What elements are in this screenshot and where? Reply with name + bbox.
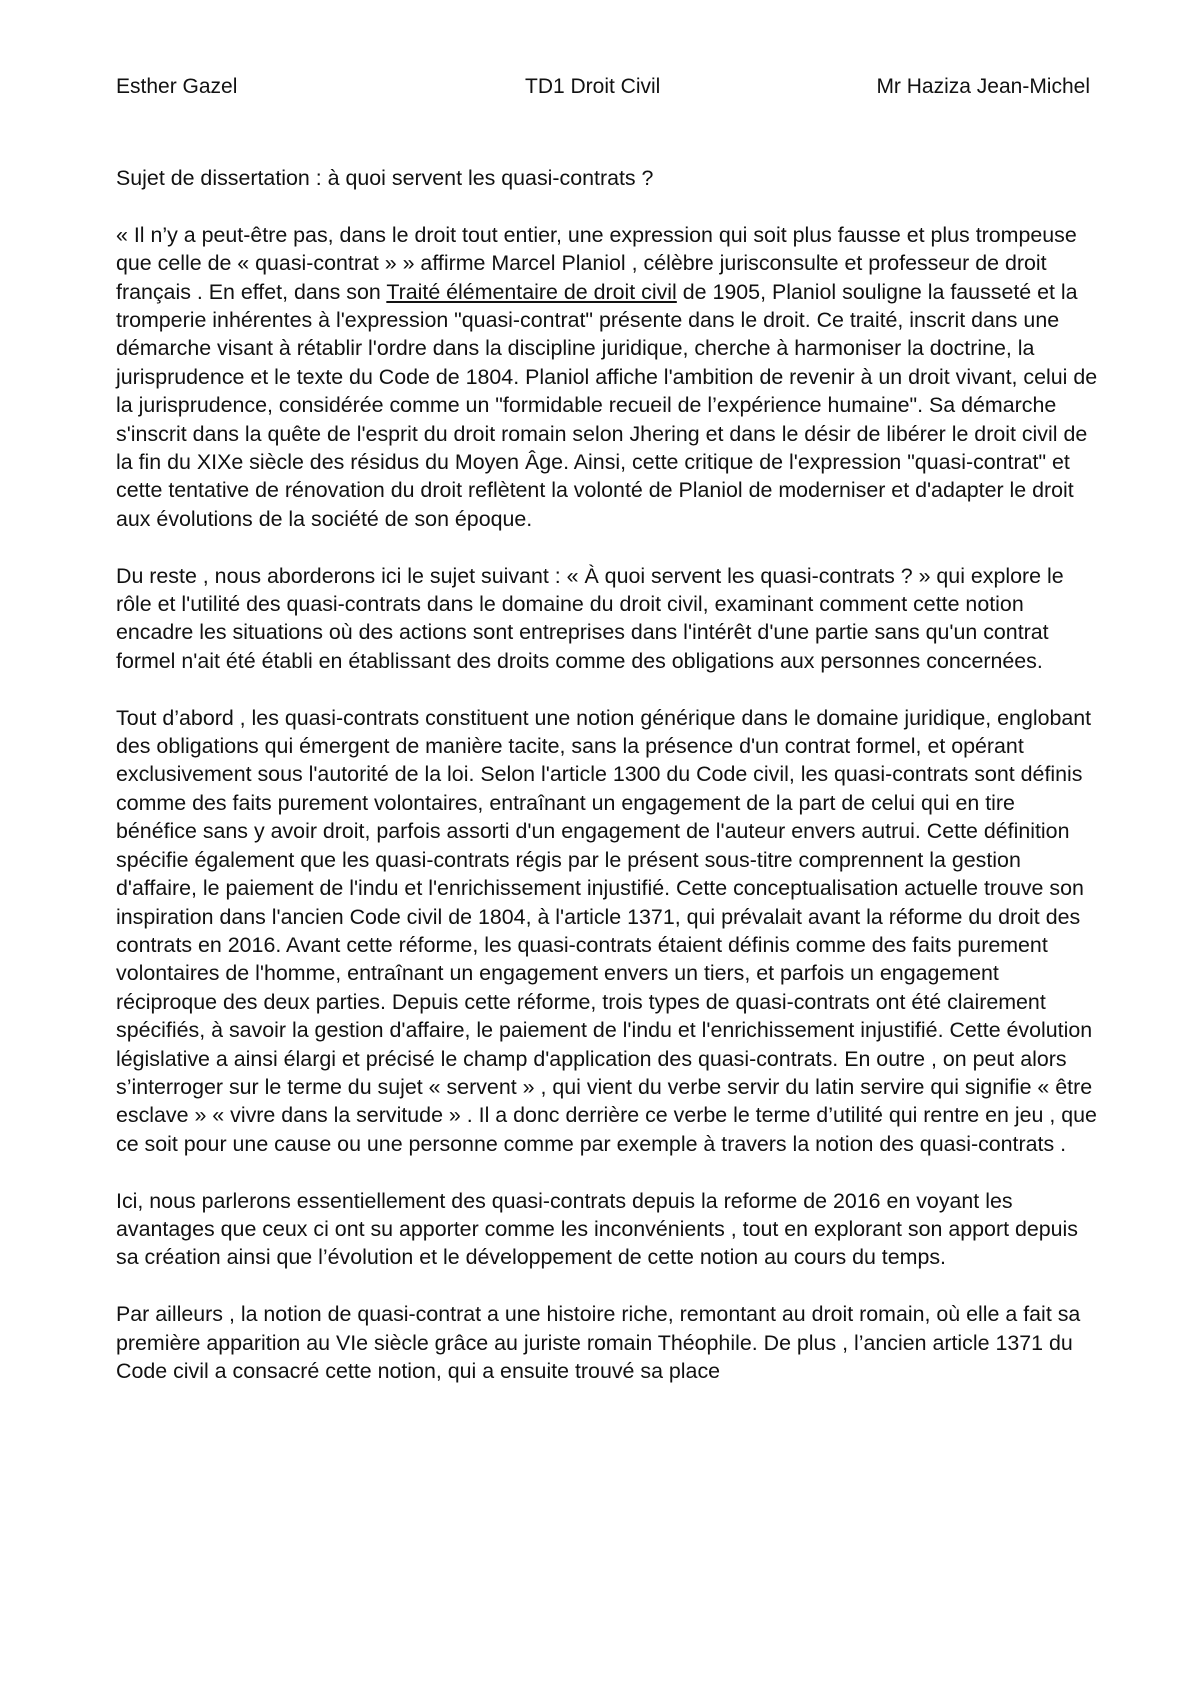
paragraph-subject-statement: Du reste , nous aborderons ici le sujet suivant : « À quoi servent les quasi-contrats ? » qui explore le rôle et l'utilité des quasi-contrats dans le domaine du droit civil, examinant comment cette notion encadre les situations où des actions sont entreprises dans l'intérêt d'une partie sans qu'un contrat formel n'ait été établi en établissant des droits comme des obligations aux personnes concernées. <box>116 563 1064 673</box>
dissertation-subject: Sujet de dissertation : à quoi servent les quasi-contrats ? <box>116 166 654 190</box>
course-title: TD1 Droit Civil <box>525 75 661 98</box>
paragraph-scope: Ici, nous parlerons essentiellement des quasi-contrats depuis la reforme de 2016 en voyant les avantages que ceux ci ont su apporter comme les inconvénients , tout en explorant son apport depuis sa création ainsi que l’évolution et le développement de cette notion au cours du temps. <box>116 1188 1078 1270</box>
paragraph-1-text-before: « Il n’y a peut-être pas, dans le droit tout entier, une expression qui soit plus fausse et plus trompeuse que celle de « quasi-contrat » » affirme Marcel Planiol , célèbre jurisconsulte et professeur de droit français . En effet, dans son <box>116 222 1077 304</box>
teacher-name: Mr Haziza Jean-Michel <box>876 75 1090 98</box>
paragraph-history: Par ailleurs , la notion de quasi-contrat a une histoire riche, remontant au droit romain, où elle a fait sa première apparition au VIe siècle grâce au juriste romain Théophile. De plus , l’ancien article 1371 du Code civil a consacré cette notion, qui a ensuite trouvé sa place <box>116 1302 1081 1383</box>
paragraph-definition: Tout d’abord , les quasi-contrats constituent une notion générique dans le domaine juridique, englobant des obligations qui émergent de manière tacite, sans la présence d'un contrat formel, et opérant exclusivement sous l'autorité de la loi. Selon l'article 1300 du Code civil, les quasi-contrats sont définis comme des faits purement volontaires, entraînant un engagement de la part de celui qui en tire bénéfice sans y avoir droit, parfois assorti d'un engagement de l'auteur envers autrui. Cette définition spécifie également que les quasi-contrats régis par le présent sous-titre comprennent la gestion d'affaire, le paiement de l'indu et l'enrichissement injustifié. Cette conceptualisation actuelle trouve son inspiration dans l'ancien Code civil de 1804, à l'article 1371, qui prévalait avant la réforme du droit des contrats en 2016. Avant cette réforme, les quasi-contrats étaient définis comme des faits purement volontaires de l'homme, entraînant un engagement envers un tiers, et parfois un engagement réciproque des deux parties. Depuis cette réforme, trois types de quasi-contrats ont été clairement spécifiés, à savoir la gestion d'affaire, le paiement de l'indu et l'enrichissement injustifié. Cette évolution législative a ainsi élargi et précisé le champ d'application des quasi-contrats. En outre , on peut alors s’interroger sur le terme du sujet « servent » , qui vient du verbe servir du latin servire qui signifie « être esclave » « vivre dans la servitude » . Il a donc derrière ce verbe le terme d’utilité qui rentre en jeu , que ce soit pour une cause ou une personne comme par exemple à travers la notion des quasi-contrats . <box>116 705 1097 1156</box>
paragraph-1-text-after: de 1905, Planiol souligne la fausseté et la tromperie inhérentes à l'expression "quasi-contrat" présente dans le droit. Ce traité, inscrit dans une démarche visant à rétablir l'ordre dans la discipline juridique, cherche à harmoniser la doctrine, la jurisprudence et le texte du Code de 1804. Planiol affiche l'ambition de revenir à un droit vivant, celui de la jurisprudence, considérée comme un "formidable recueil de l’expérience humaine". Sa démarche s'inscrit dans la quête de l'esprit du droit romain selon Jhering et dans le désir de libérer le droit civil de la fin du XIXe siècle des résidus du Moyen Âge. Ainsi, cette critique de l'expression "quasi-contrat" et cette tentative de rénovation du droit reflètent la volonté de Planiol de moderniser et d'adapter le droit aux évolutions de la société de son époque. <box>116 279 1098 531</box>
document-body <box>116 164 1100 1414</box>
page-header <box>116 72 1090 102</box>
author-name: Esther Gazel <box>116 75 238 98</box>
treatise-title: Traité élémentaire de droit civil <box>386 279 677 304</box>
paragraph-introduction <box>116 221 1100 533</box>
